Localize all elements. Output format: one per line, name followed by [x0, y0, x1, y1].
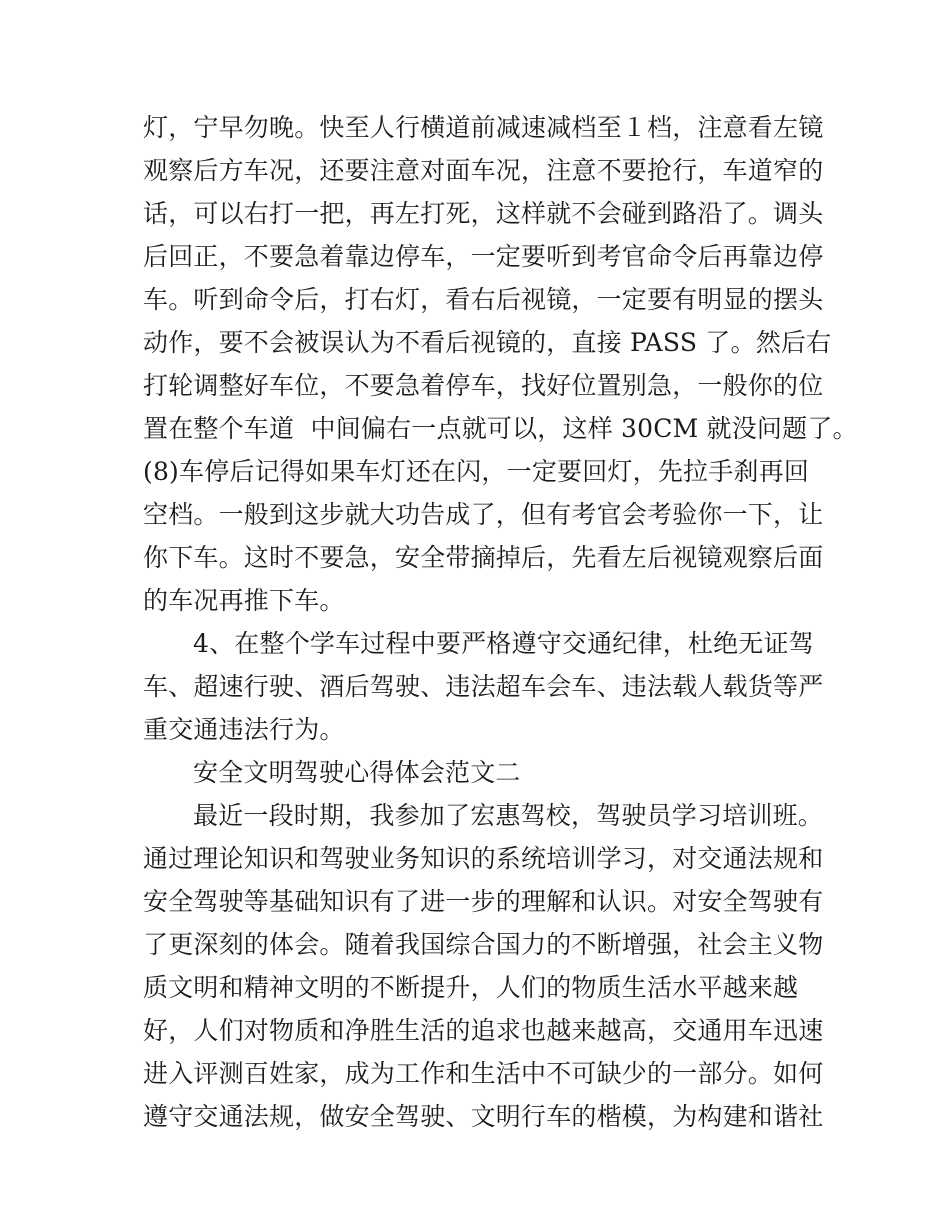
- text-line: 的车况再推下车。: [143, 586, 345, 615]
- text-line: 观察后方车况，还要注意对面车况，注意不要抢行，车道窄的: [143, 156, 824, 185]
- text-line: 后回正，不要急着靠边停车，一定要听到考官命令后再靠边停: [143, 242, 824, 271]
- text-line: 你下车。这时不要急，安全带摘掉后，先看左后视镜观察后面: [143, 543, 824, 572]
- text-line: 灯，宁早勿晚。快至人行横道前减速减档至１档，注意看左镜: [143, 113, 824, 142]
- text-line: 好，人们对物质和净胜生活的追求也越来越高，交通用车迅速: [143, 1016, 824, 1045]
- text-line: (8)车停后记得如果车灯还在闪，一定要回灯，先拉手刹再回: [143, 457, 810, 486]
- text-line: 空档。一般到这步就大功告成了，但有考官会考验你一下，让: [143, 500, 824, 529]
- text-line: 置在整个车道 中间偏右一点就可以，这样 30CM 就没问题了。: [143, 414, 858, 443]
- text-line: 车。听到命令后，打右灯，看右后视镜，一定要有明显的摆头: [143, 285, 824, 314]
- section-heading: 安全文明驾驶心得体会范文二: [193, 758, 521, 787]
- text-line: 安全驾驶等基础知识有了进一步的理解和认识。对安全驾驶有: [143, 887, 824, 916]
- text-line: 遵守交通法规，做安全驾驶、文明行车的楷模，为构建和谐社: [143, 1102, 824, 1131]
- body-text: [143, 106, 858, 1138]
- text-line: 动作，要不会被误认为不看后视镜的，直接 PASS 了。然后右: [143, 328, 832, 357]
- paragraph-start-line: 最近一段时期，我参加了宏惠驾校，驾驶员学习培训班。: [193, 801, 824, 830]
- text-line: 了更深刻的体会。随着我国综合国力的不断增强，社会主义物: [143, 930, 824, 959]
- text-line: 通过理论知识和驾驶业务知识的系统培训学习，对交通法规和: [143, 844, 824, 873]
- text-line: 打轮调整好车位，不要急着停车，找好位置别急，一般你的位: [143, 371, 824, 400]
- text-line: 车、超速行驶、酒后驾驶、违法超车会车、违法载人载货等严: [143, 672, 824, 701]
- text-line: 重交通违法行为。: [143, 715, 345, 744]
- text-line: 话，可以右打一把，再左打死，这样就不会碰到路沿了。调头: [143, 199, 824, 228]
- paragraph-start-line: 4、在整个学车过程中要严格遵守交通纪律，杜绝无证驾: [193, 629, 814, 658]
- text-line: 进入评测百姓家，成为工作和生活中不可缺少的一部分。如何: [143, 1059, 824, 1088]
- text-line: 质文明和精神文明的不断提升，人们的物质生活水平越来越: [143, 973, 799, 1002]
